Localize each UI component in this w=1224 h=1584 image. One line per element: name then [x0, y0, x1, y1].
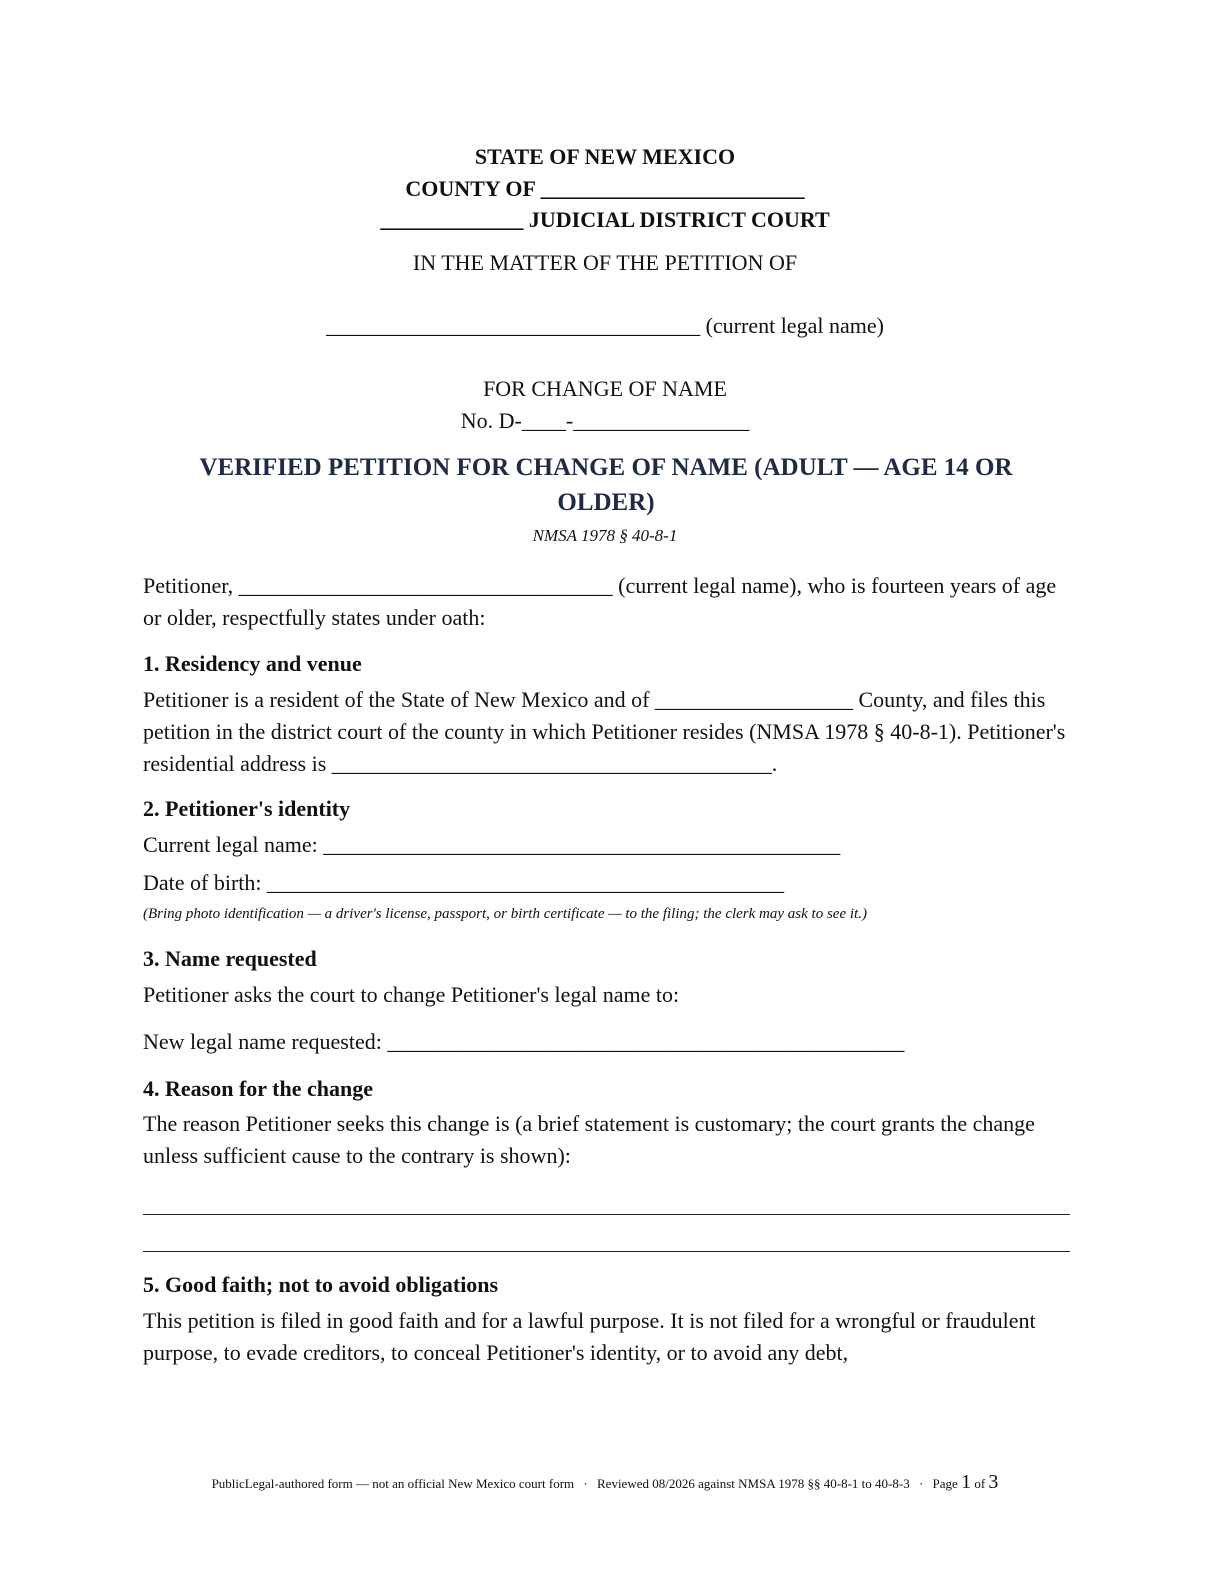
caption-state: STATE OF NEW MEXICO: [474, 144, 736, 169]
current-name-field: Current legal name: _______________________________________________: [143, 832, 841, 857]
intro-paragraph: Petitioner, __________________________________ (current legal name), who is fourteen years of age or older, respectfully states under oath:: [143, 573, 1057, 630]
footer-separator-1: ·: [583, 1476, 588, 1491]
footer-page-total: 3: [988, 1471, 999, 1493]
document-title: VERIFIED PETITION FOR CHANGE OF NAME (ADULT — AGE 14 OR OLDER): [199, 454, 1013, 516]
section-1-text: Petitioner is a resident of the State of New Mexico and of __________________ County, and files this petition in the district court of the county in which Petitioner resides (NMSA 1978 § 40-8-1). Petitioner's residential address is ________________________________________.: [143, 687, 1066, 776]
section-5-heading: 5. Good faith; not to avoid obligations: [143, 1272, 499, 1297]
section-1-heading: 1. Residency and venue: [143, 651, 362, 676]
id-note: (Bring photo identification — a driver's license, passport, or birth certificate — to the filing; the clerk may ask to see it.): [143, 906, 867, 922]
caption-name-line: __________________________________ (current legal name): [326, 313, 884, 338]
statute-citation: NMSA 1978 § 40-8-1: [532, 526, 678, 545]
section-4-heading: 4. Reason for the change: [143, 1076, 373, 1101]
footer-page-current: 1: [961, 1471, 972, 1493]
section-3-text: Petitioner asks the court to change Petitioner's legal name to:: [143, 982, 680, 1007]
footer-page-label: Page: [932, 1476, 958, 1491]
section-3-heading: 3. Name requested: [143, 946, 317, 971]
footer-reviewed: Reviewed 08/2026 against NMSA 1978 §§ 40-8-1 to 40-8-3: [597, 1476, 910, 1491]
dob-field: Date of birth: _______________________________________________: [143, 870, 785, 895]
caption-matter: IN THE MATTER OF THE PETITION OF: [412, 250, 798, 275]
section-4-text: The reason Petitioner seeks this change is (a brief statement is customary; the court grants the change unless sufficient cause to the contrary is shown):: [143, 1111, 1035, 1168]
caption-case-number: No. D-____-________________: [460, 408, 750, 433]
caption-district: _____________ JUDICIAL DISTRICT COURT: [380, 207, 830, 232]
reason-line-2: [143, 1251, 1070, 1252]
reason-line-1: [143, 1214, 1070, 1215]
page-footer: [0, 1471, 1210, 1494]
caption-for-change: FOR CHANGE OF NAME: [483, 376, 727, 401]
section-5-text: This petition is filed in good faith and for a lawful purpose. It is not filed for a wrongful or fraudulent purpose, to evade creditors, to conceal Petitioner's identity, or to avoid any debt,: [143, 1308, 1036, 1365]
new-name-field: New legal name requested: _______________________________________________: [143, 1029, 905, 1054]
section-2-heading: 2. Petitioner's identity: [143, 796, 351, 821]
footer-authored: PublicLegal-authored form — not an official New Mexico court form: [211, 1476, 575, 1491]
caption-county: COUNTY OF ________________________: [405, 176, 805, 201]
footer-of-label: of: [974, 1476, 986, 1491]
footer-separator-2: ·: [918, 1476, 924, 1491]
